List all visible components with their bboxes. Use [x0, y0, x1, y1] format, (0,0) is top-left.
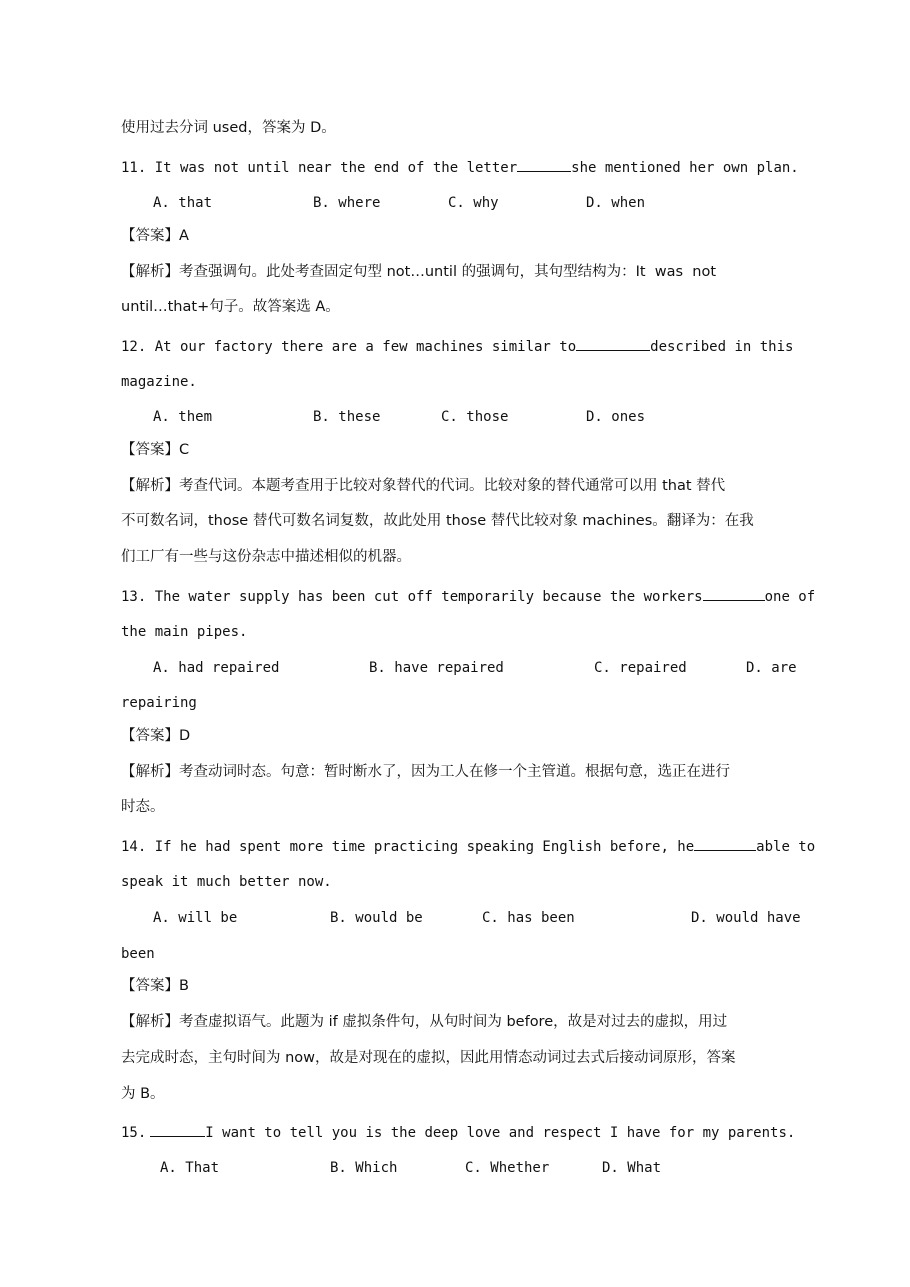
q14-option-a: A. will be — [153, 910, 238, 926]
q14-answer: 【答案】B — [121, 978, 189, 994]
q15-option-b: B. Which — [330, 1160, 398, 1176]
q13-analysis-line-2: 时态。 — [121, 799, 165, 815]
q11-analysis-line-2: until…that+句子。故答案选 A。 — [121, 299, 340, 315]
q13-answer: 【答案】D — [121, 728, 191, 744]
q11-analysis-line-1: 【解析】考查强调句。此处考查固定句型 not…until 的强调句，其句型结构为：It was not — [121, 264, 717, 280]
q14-analysis-line-2: 去完成时态，主句时间为 now，故是对现在的虚拟，因此用情态动词过去式后接动词原形，答案 — [121, 1050, 736, 1066]
q12-analysis-line-1: 【解析】考查代词。本题考查用于比较对象替代的代词。比较对象的替代通常可以用 that 替代 — [121, 478, 726, 494]
q11-stem-before: 11. It was not until near the end of the letter — [121, 160, 518, 176]
q14-analysis-line-1: 【解析】考查虚拟语气。此题为 if 虚拟条件句，从句时间为 before，故是对过去的虚拟，用过 — [121, 1014, 728, 1030]
q12-option-d: D. ones — [586, 409, 646, 425]
q13-blank — [703, 586, 765, 601]
q15-stem — [121, 1122, 795, 1143]
q10-answer-tail: 使用过去分词 used，答案为 D。 — [121, 120, 336, 136]
q14-option-d: D. would have — [691, 910, 801, 926]
q12-analysis-line-2: 不可数名词，those 替代可数名词复数，故此处用 those 替代比较对象 machines。翻译为：在我 — [121, 513, 754, 529]
q14-option-b: B. would be — [330, 910, 423, 926]
q12-blank — [576, 336, 650, 351]
q15-blank — [150, 1122, 205, 1137]
q12-answer: 【答案】C — [121, 442, 190, 458]
q13-stem-after: one of — [764, 589, 816, 605]
q15-option-a: A. That — [160, 1160, 220, 1176]
q15-stem-before: 15. — [121, 1125, 147, 1141]
q12-stem-after: described in this — [650, 339, 794, 355]
q13-option-b: B. have repaired — [369, 660, 504, 676]
q14-stem-before: 14. If he had spent more time practicing speaking English before, he — [121, 839, 695, 855]
q11-option-a: A. that — [153, 195, 213, 211]
q11-stem-after: she mentioned her own plan. — [571, 160, 799, 176]
q14-blank — [694, 836, 756, 851]
q13-stem-line-2: the main pipes. — [121, 624, 248, 640]
q11-answer: 【答案】A — [121, 228, 189, 244]
q14-stem-after: able to — [756, 839, 816, 855]
q13-option-c: C. repaired — [594, 660, 687, 676]
q12-option-a: A. them — [153, 409, 213, 425]
q14-analysis-line-3: 为 B。 — [121, 1086, 165, 1102]
q11-option-b: B. where — [313, 195, 381, 211]
q13-stem — [121, 586, 815, 607]
q12-analysis-line-3: 们工厂有一些与这份杂志中描述相似的机器。 — [121, 549, 411, 565]
q11-option-c: C. why — [448, 195, 499, 211]
q12-option-c: C. those — [441, 409, 509, 425]
q11-stem — [121, 157, 799, 178]
q14-stem — [121, 836, 815, 857]
q14-option-wrap: been — [121, 946, 155, 962]
q15-option-c: C. Whether — [465, 1160, 550, 1176]
q12-stem — [121, 336, 793, 357]
q11-option-d: D. when — [586, 195, 646, 211]
q13-analysis-line-1: 【解析】考查动词时态。句意：暂时断水了，因为工人在修一个主管道。根据句意，选正在进行 — [121, 764, 730, 780]
q11-blank — [517, 157, 571, 172]
q13-option-wrap: repairing — [121, 695, 197, 711]
q15-stem-after: I want to tell you is the deep love and respect I have for my parents. — [205, 1125, 796, 1141]
q13-option-a: A. had repaired — [153, 660, 280, 676]
q12-option-b: B. these — [313, 409, 381, 425]
q13-option-d: D. are — [746, 660, 797, 676]
q15-option-d: D. What — [602, 1160, 662, 1176]
q12-stem-line-2: magazine. — [121, 374, 197, 390]
q14-option-c: C. has been — [482, 910, 575, 926]
q13-stem-before: 13. The water supply has been cut off temporarily because the workers — [121, 589, 703, 605]
q12-stem-before: 12. At our factory there are a few machines similar to — [121, 339, 577, 355]
q14-stem-line-2: speak it much better now. — [121, 874, 332, 890]
